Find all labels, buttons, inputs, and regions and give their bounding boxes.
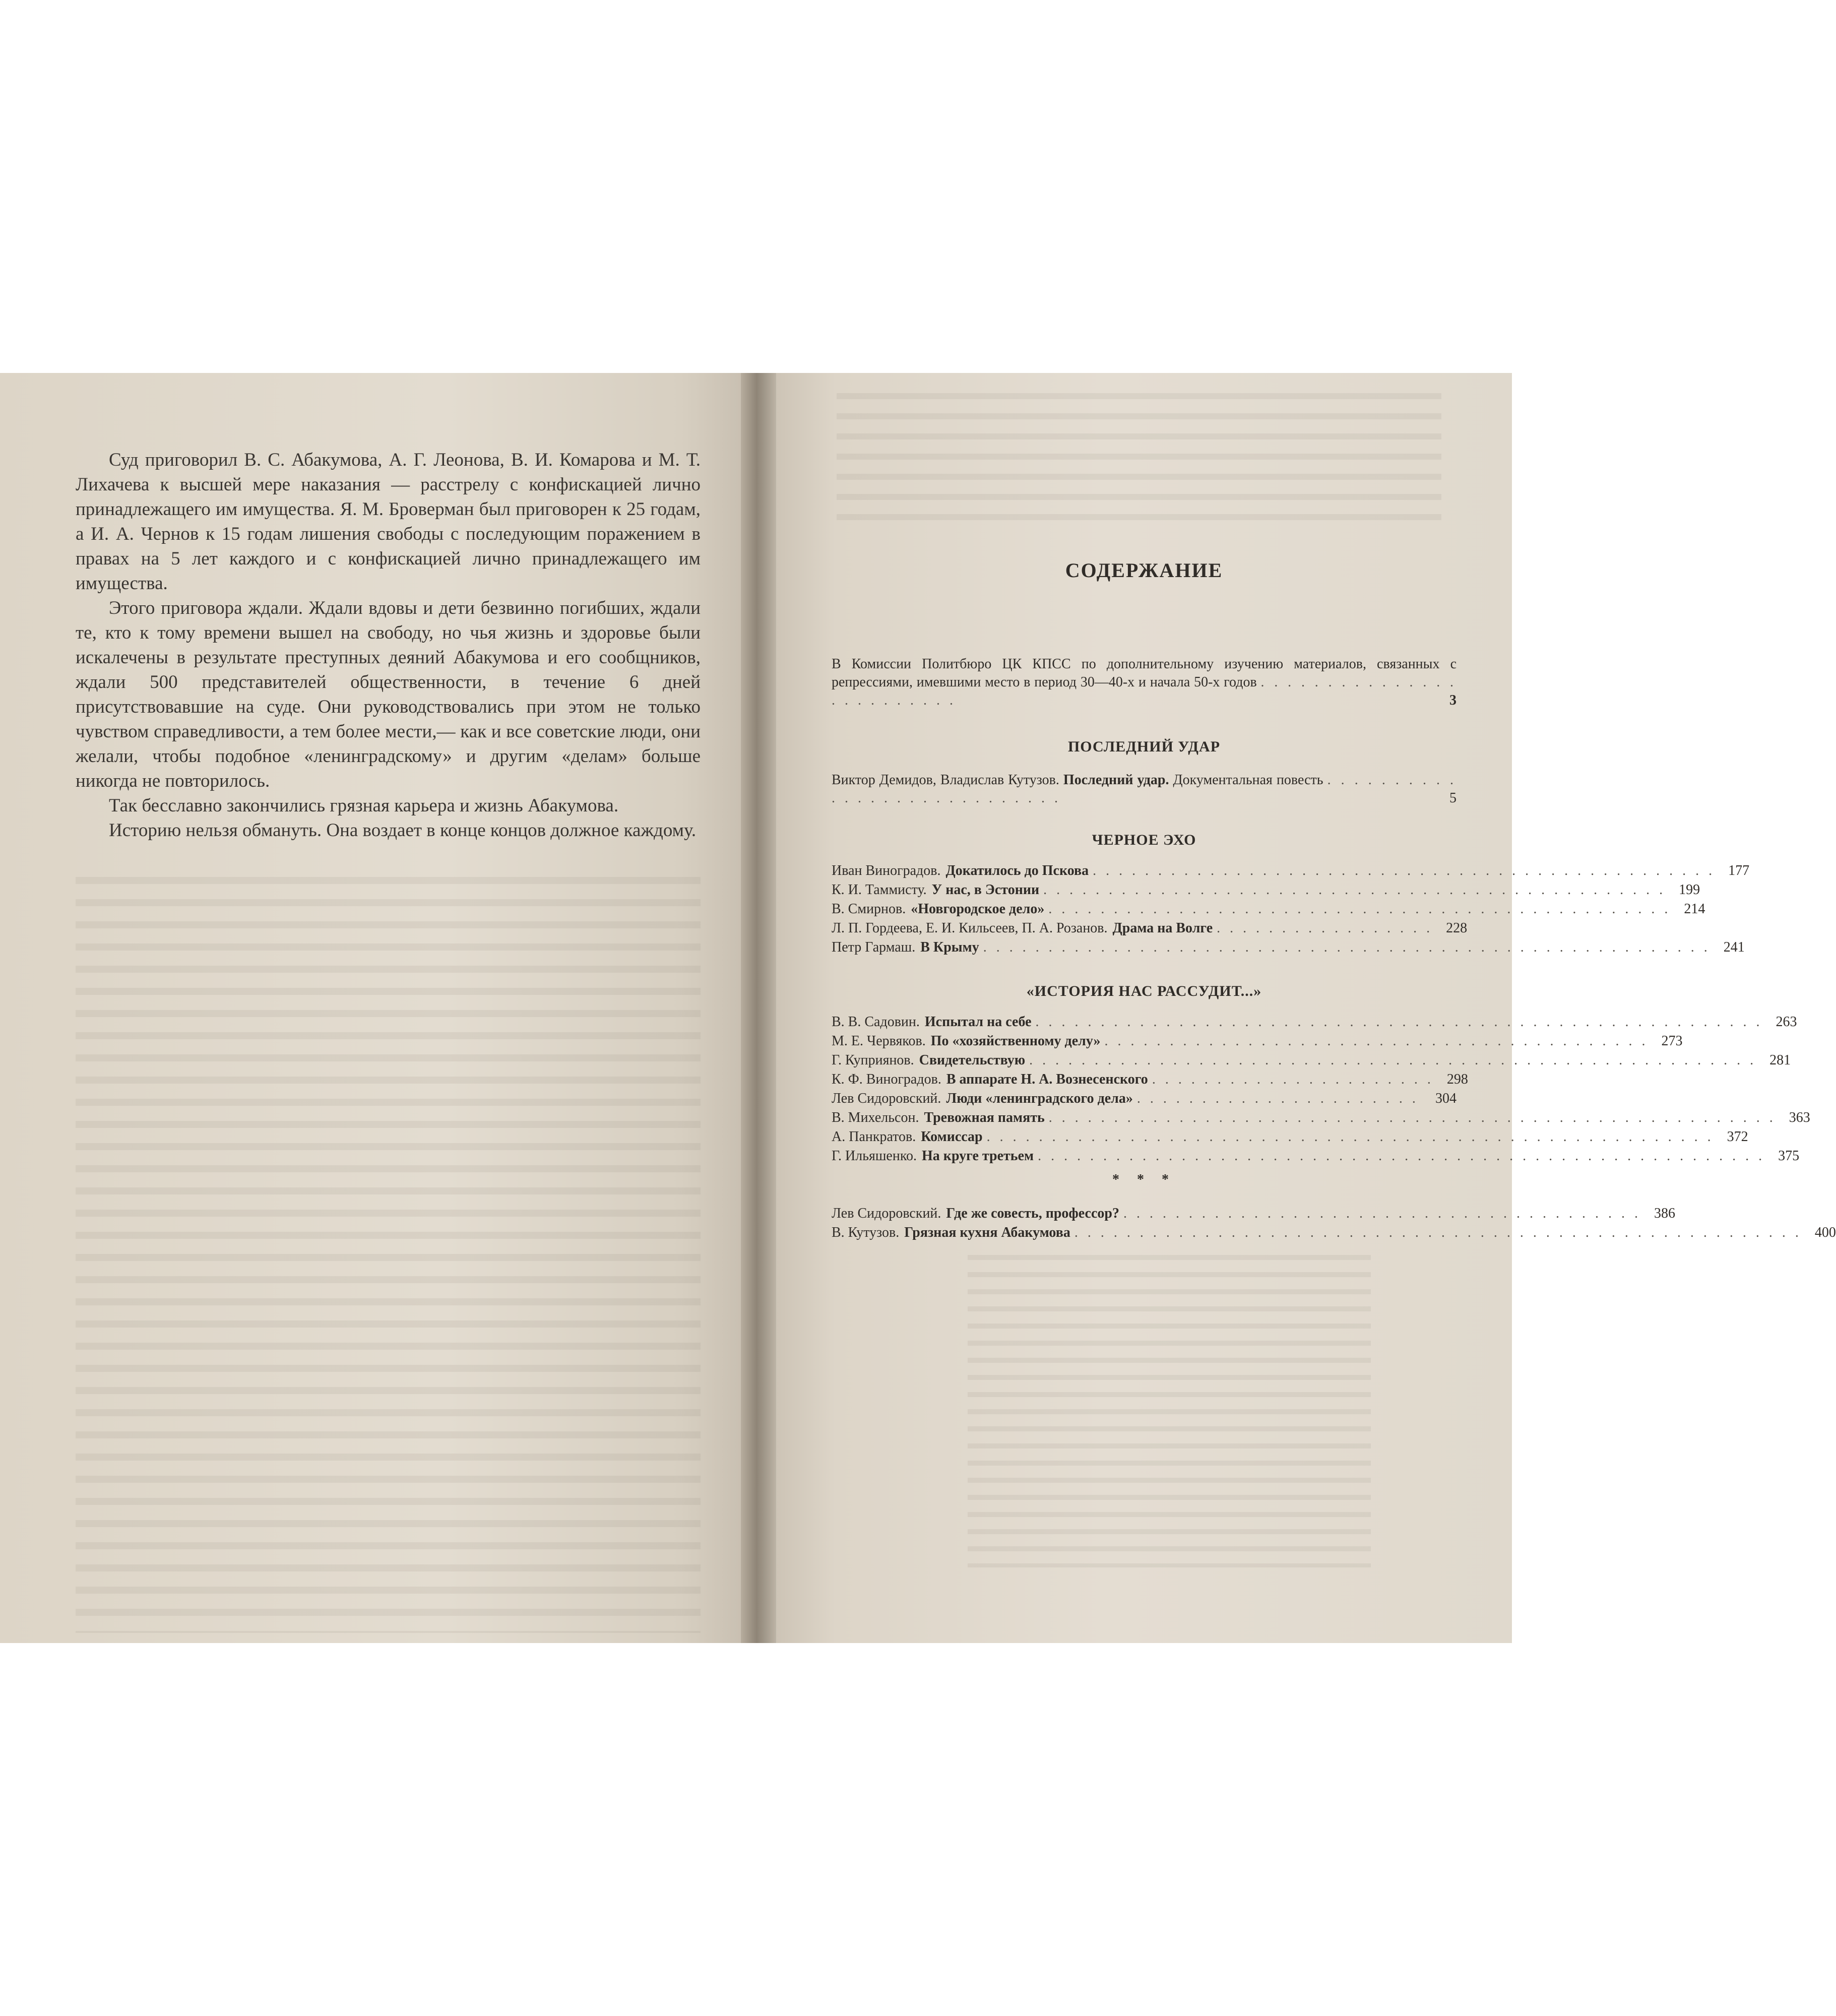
entry-author: Г. Куприянов. — [832, 1052, 914, 1068]
section-separator: * * * — [1112, 1172, 1176, 1187]
entry-page: 281 — [1769, 1052, 1791, 1068]
toc-intro-entry — [832, 655, 1457, 710]
entry-dots: . . . . . . . . . . . . . . . . . . . . . . — [1136, 1091, 1419, 1106]
entry-dots: . . . . . . . . . . . . . . . . . . . . . . . . . . . . . . . . . . . . . . . . . . . . . . . . . . . . . . . . — [1029, 1052, 1757, 1068]
entry-page: 386 — [1654, 1206, 1675, 1221]
body-text — [76, 448, 701, 843]
entry-author: В. Смирнов. — [832, 901, 906, 917]
toc-entry — [832, 1109, 1810, 1127]
entry-author: К. И. Таммисту. — [832, 882, 927, 898]
section-title: ПОСЛЕДНИЙ УДАР — [1067, 738, 1221, 755]
entry-title: Последний удар. — [1063, 772, 1169, 788]
toc-entry — [832, 771, 1457, 807]
entry-dots: . . . . . . . . . . . . . . . . . . . . . . . . . . . . . . . . . . . . . . . . . . . . . . . . . . . . . . . . — [1074, 1225, 1802, 1240]
intro-text: В Комиссии Политбюро ЦК КПСС по дополнительному изучению материалов, связанных с репрессиями, имевшими место в период 30—40-х и начала 50-х годов — [832, 656, 1457, 690]
entry-title: Драма на Волге — [1112, 920, 1213, 936]
entry-dots: . . . . . . . . . . . . . . . . . . . . . . . . . . . . . . . . . . . . . . . . . . . . . . . . — [1043, 882, 1666, 898]
entry-page: 5 — [1449, 790, 1457, 806]
entry-dots: . . . . . . . . . . . . . . . . . . . . . . . . . . . . . . . . . . . . . . . . . . . . . . . . . . . . . . . . — [983, 939, 1711, 955]
entry-author: М. Е. Червяков. — [832, 1033, 926, 1049]
entry-dots: . . . . . . . . . . . . . . . . . — [1217, 920, 1433, 936]
paragraph: Суд приговорил В. С. Абакумова, А. Г. Леонова, В. И. Комарова и М. Т. Лихачева к высшей мере наказания — расстрелу с конфискацией лично принадлежащего им имущества. Я. М. Броверман был приговорен к 25 годам, а И. А. Чернов к 15 годам лишения свободы с последующим поражением в правах на 5 лет каждого и с конфискацией лично принадлежащего им имущества. — [76, 450, 701, 594]
entry-page: 177 — [1728, 863, 1750, 878]
entry-page: 263 — [1776, 1014, 1797, 1030]
entry-dots: . . . . . . . . . . . . . . . . . . . . . . . . . . . . . . . . . . . . . . . . . . . . . . . . . . . . . . . . — [1038, 1148, 1765, 1164]
entry-title: Люди «ленинградского дела» — [946, 1091, 1133, 1106]
bleed-through-texture — [968, 1255, 1371, 1567]
toc-entry — [832, 1147, 1800, 1165]
entry-page: 400 — [1814, 1225, 1836, 1240]
entry-author: В. В. Садовин. — [832, 1014, 920, 1030]
toc-entry — [832, 919, 1468, 937]
section-title: ЧЕРНОЕ ЭХО — [1092, 832, 1196, 848]
entry-author: Петр Гармаш. — [832, 939, 916, 955]
entry-extra: Документальная повесть — [1173, 772, 1323, 788]
toc-entry — [832, 1128, 1748, 1146]
bleed-through-texture — [76, 877, 701, 1633]
entry-author: Иван Виноградов. — [832, 863, 941, 878]
left-page — [0, 373, 741, 1643]
entry-title: У нас, в Эстонии — [931, 882, 1040, 898]
entry-page: 375 — [1778, 1148, 1800, 1164]
toc-entry — [832, 1032, 1683, 1050]
entry-title: Грязная кухня Абакумова — [904, 1225, 1070, 1240]
entry-page: 372 — [1727, 1129, 1748, 1145]
paragraph: Этого приговора ждали. Ждали вдовы и дети безвинно погибших, ждали те, кто к тому времени вышел на свободу, но чья жизнь и здоровье были искалечены в результате преступных деяний Абакумова и его сообщников, ждали 500 представителей общественности, в течение 6 дней присутствовавшие на суде. Они руководствовались при этом не только чувством справедливости, а тем более мести,— как и все советские люди, они желали, чтобы подобное «ленинградскому» и другим «делам» больше никогда не повторилось. — [76, 598, 701, 791]
entry-page: 363 — [1789, 1110, 1810, 1125]
toc-entry — [832, 938, 1745, 957]
entry-title: Тревожная память — [924, 1110, 1045, 1125]
entry-dots: . . . . . . . . . . . . . . . . . . . . . . . . . . . . . . . . . . . . . . . . . . . . . . . . — [1048, 901, 1671, 917]
entry-dots: . . . . . . . . . . . . . . . . . . . . . . . . . . . . — [832, 772, 1457, 806]
toc-entry — [832, 1205, 1675, 1223]
entry-title: «Новгородское дело» — [911, 901, 1045, 917]
toc-title: СОДЕРЖАНИЕ — [1065, 559, 1223, 582]
entry-dots: . . . . . . . . . . . . . . . . . . . . . . . . . . . . . . . . . . . . . . . . . . . . . . . . — [1093, 863, 1716, 878]
entry-author: В. Михельсон. — [832, 1110, 919, 1125]
entry-author: К. Ф. Виноградов. — [832, 1072, 941, 1087]
entry-page: 199 — [1679, 882, 1700, 898]
bleed-through-texture — [837, 393, 1441, 534]
entry-author: Л. П. Гордеева, Е. И. Кильсеев, П. А. Розанов. — [832, 920, 1108, 936]
toc-entry — [832, 900, 1705, 918]
entry-author: Г. Ильяшенко. — [832, 1148, 917, 1164]
entry-dots: . . . . . . . . . . . . . . . . . . . . . . . . . . . . . . . . . . . . . . . . . . — [1104, 1033, 1649, 1049]
book-gutter — [741, 373, 776, 1643]
toc-entry — [832, 1013, 1797, 1031]
toc-entry — [832, 1051, 1791, 1069]
entry-dots: . . . . . . . . . . . . . . . . . . . . . . . . . — [832, 674, 1457, 708]
book-spread — [0, 373, 1836, 1643]
toc-entry — [832, 1070, 1468, 1089]
entry-title: Свидетельствую — [919, 1052, 1026, 1068]
entry-title: Где же совесть, профессор? — [946, 1206, 1119, 1221]
entry-page: 228 — [1446, 920, 1468, 936]
entry-title: Комиссар — [921, 1129, 983, 1145]
entry-page: 304 — [1435, 1091, 1457, 1106]
entry-author: Лев Сидоровский. — [832, 1091, 941, 1106]
entry-page: 3 — [1449, 692, 1457, 708]
entry-title: Испытал на себе — [924, 1014, 1032, 1030]
section-title: «ИСТОРИЯ НАС РАССУДИТ...» — [1026, 983, 1262, 999]
entry-dots: . . . . . . . . . . . . . . . . . . . . . . . . . . . . . . . . . . . . . . . . . . . . . . . . . . . . . . . . — [1048, 1110, 1776, 1125]
entry-dots: . . . . . . . . . . . . . . . . . . . . . . . . . . . . . . . . . . . . . . . . . . . . . . . . . . . . . . . . — [1035, 1014, 1763, 1030]
entry-title: На круге третьем — [922, 1148, 1034, 1164]
paragraph: Историю нельзя обмануть. Она воздает в конце концов должное каждому. — [109, 820, 697, 841]
entry-title: В Крыму — [920, 939, 979, 955]
entry-page: 273 — [1661, 1033, 1683, 1049]
toc-entry — [832, 1090, 1457, 1108]
toc-entry — [832, 862, 1750, 880]
entry-dots: . . . . . . . . . . . . . . . . . . . . . . . . . . . . . . . . . . . . . . . . . . . . . . . . . . . . . . . . — [986, 1129, 1714, 1145]
toc-entry — [832, 1224, 1836, 1242]
entry-page: 241 — [1723, 939, 1745, 955]
toc-entry — [832, 881, 1700, 899]
entry-title: По «хозяйственному делу» — [930, 1033, 1101, 1049]
entry-author: Лев Сидоровский. — [832, 1206, 941, 1221]
entry-author: В. Кутузов. — [832, 1225, 900, 1240]
entry-author: Виктор Демидов, Владислав Кутузов. — [832, 772, 1059, 788]
paragraph: Так бесславно закончились грязная карьера и жизнь Абакумова. — [109, 795, 619, 816]
entry-title: В аппарате Н. А. Вознесенского — [946, 1072, 1148, 1087]
entry-title: Докатилось до Пскова — [945, 863, 1089, 878]
entry-page: 298 — [1446, 1072, 1468, 1087]
entry-page: 214 — [1684, 901, 1705, 917]
entry-dots: . . . . . . . . . . . . . . . . . . . . . . . . . . . . . . . . . . . . . . . . — [1123, 1206, 1641, 1221]
entry-author: А. Панкратов. — [832, 1129, 916, 1145]
entry-dots: . . . . . . . . . . . . . . . . . . . . . . — [1152, 1072, 1434, 1087]
